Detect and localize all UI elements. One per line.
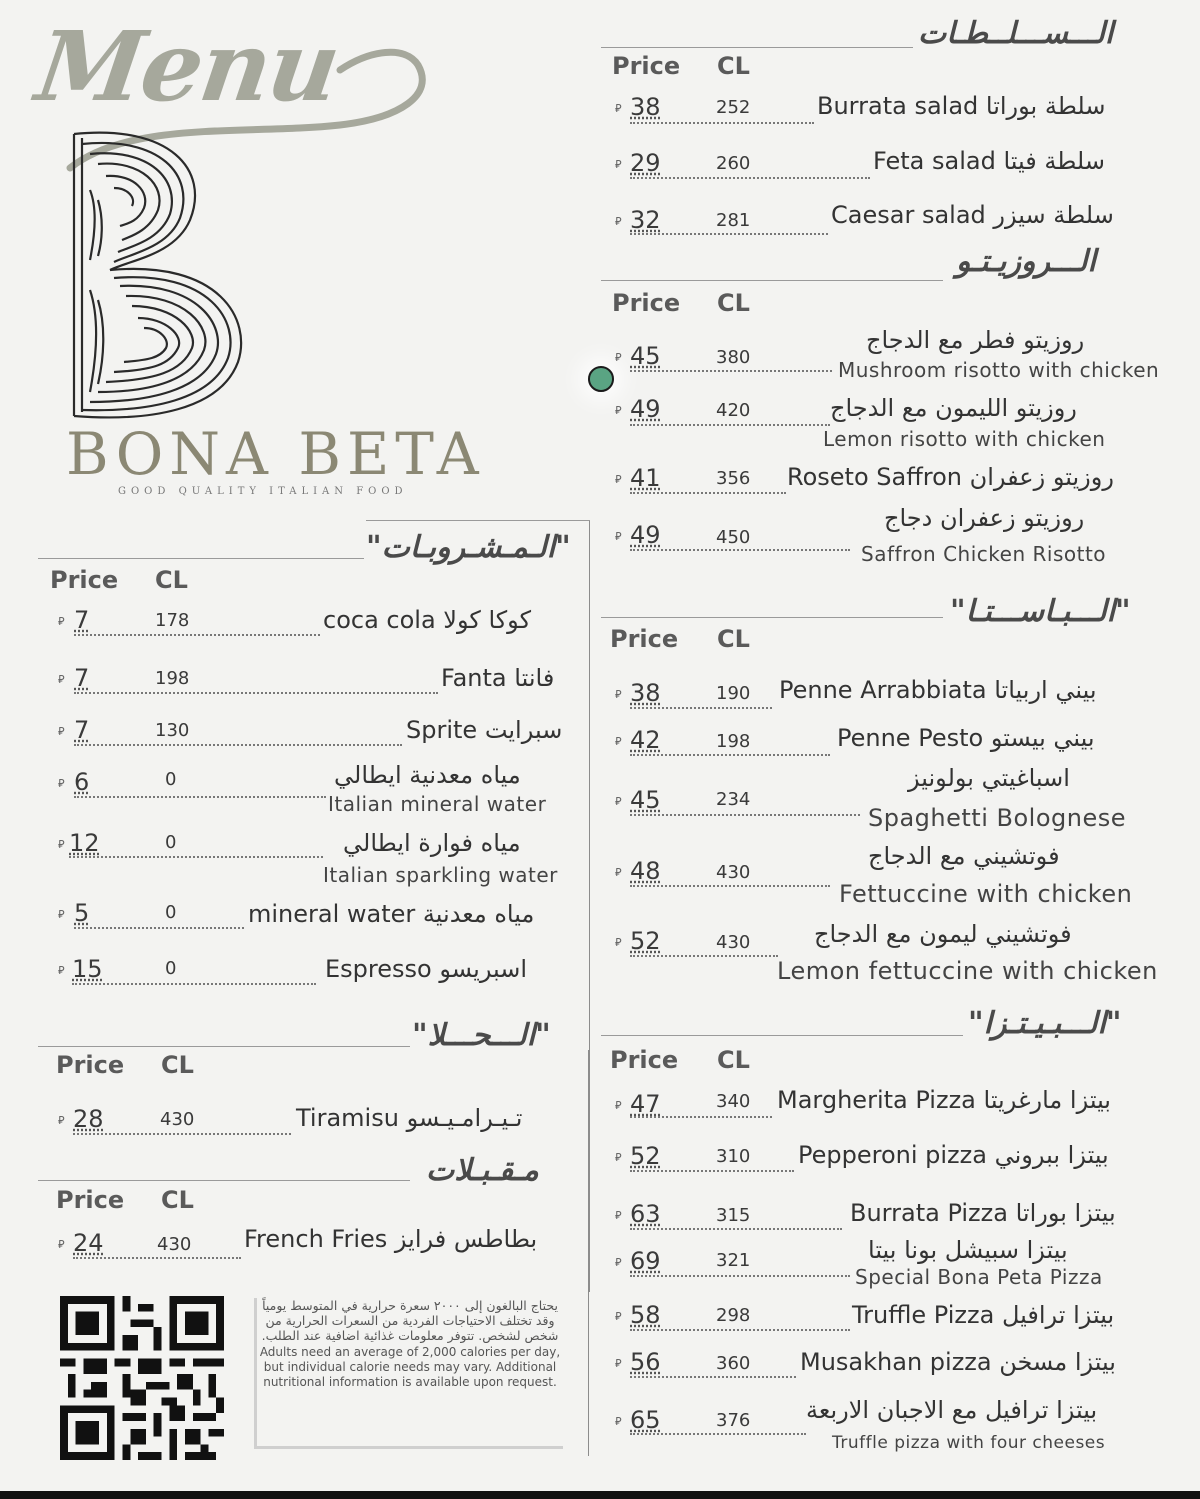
- leader-dots: [630, 424, 830, 426]
- leader-dots: [630, 707, 772, 709]
- pasta-price-header: Price: [610, 625, 679, 653]
- pizza-cl-header: CL: [717, 1046, 750, 1074]
- leader-dots: [630, 233, 828, 235]
- currency-icon: ⃁: [615, 530, 622, 543]
- pizza-rule: [601, 1035, 963, 1036]
- item-price: 28: [73, 1105, 104, 1133]
- risotto-rule: [601, 280, 943, 281]
- currency-icon: ⃁: [615, 351, 622, 364]
- item-price: 38: [630, 93, 661, 121]
- leader-dots: [74, 692, 438, 694]
- drinks-rule-top: [366, 520, 590, 521]
- salads-cl-header: CL: [717, 52, 750, 80]
- item-name: French Fries بطاطس فرايز: [244, 1225, 538, 1253]
- item-price: 29: [630, 149, 661, 177]
- item-price: 45: [630, 342, 661, 370]
- currency-icon: ⃁: [58, 838, 65, 851]
- item-price: 42: [630, 726, 661, 754]
- qr-code-icon: [58, 1296, 226, 1460]
- currency-icon: ⃁: [615, 936, 622, 949]
- drinks-rule: [38, 558, 364, 559]
- leader-dots: [630, 1116, 772, 1118]
- item-subtitle: Mushroom risotto with chicken: [838, 358, 1160, 382]
- item-name: Truffle Pizza بيتزا ترافيل: [852, 1301, 1115, 1329]
- leader-dots: [630, 492, 786, 494]
- dessert-title: "الـــحـــلا": [412, 1018, 551, 1053]
- item-cl: 356: [716, 468, 751, 489]
- item-price: 7: [74, 716, 90, 744]
- item-price: 6: [74, 768, 90, 796]
- pizza-title: "الـــبـيـتـزا": [968, 1006, 1122, 1041]
- currency-icon: ⃁: [615, 473, 622, 486]
- item-price: 63: [630, 1200, 661, 1228]
- item-name: اسباغيتي بولونيز: [908, 764, 1070, 792]
- item-name: بيتزا سبيشل بونا بيتا: [868, 1236, 1068, 1264]
- currency-icon: ⃁: [58, 964, 65, 977]
- currency-icon: ⃁: [58, 673, 65, 686]
- leader-dots: [73, 1133, 291, 1135]
- leader-dots: [630, 177, 870, 179]
- currency-icon: ⃁: [615, 866, 622, 879]
- item-price: 52: [630, 927, 661, 955]
- item-name: Fanta فانتا: [441, 664, 555, 692]
- item-cl: 234: [716, 789, 751, 810]
- item-subtitle: Lemon fettuccine with chicken: [777, 957, 1158, 985]
- item-cl: 130: [155, 720, 190, 741]
- item-name: mineral water مياه معدنية: [248, 900, 535, 928]
- nutrition-note-arabic: يحتاج البالغون إلى ٢٠٠٠ سعرة حرارية في المتوسط يومياً وقد تختلف الاحتياجات الفردية من السعرات الحرارية من شخص لشخص. تتوفر معلومات غذائية اضافية عند الطلب.: [261, 1298, 559, 1343]
- item-cl: 360: [716, 1353, 751, 1374]
- item-name: بيتزا ترافيل مع الاجبان الاربعة: [806, 1396, 1098, 1424]
- leader-dots: [630, 1376, 796, 1378]
- item-cl: 450: [716, 527, 751, 548]
- item-name: Pepperoni pizza بيتزا ببروني: [798, 1141, 1109, 1169]
- risotto-cl-header: CL: [717, 289, 750, 317]
- currency-icon: ⃁: [58, 777, 65, 790]
- currency-icon: ⃁: [58, 1238, 65, 1251]
- item-name: coca cola كوكا كولا: [323, 606, 531, 634]
- item-cl: 260: [716, 153, 751, 174]
- item-name: Sprite سبرايت: [406, 716, 563, 744]
- item-cl: 190: [716, 683, 751, 704]
- item-name: مياه معدنية ايطالي: [334, 761, 521, 789]
- item-subtitle: Fettuccine with chicken: [839, 880, 1133, 908]
- brand-name: BONA BETA: [66, 420, 485, 488]
- leader-dots: [630, 370, 832, 372]
- pasta-cl-header: CL: [717, 625, 750, 653]
- item-subtitle: Italian mineral water: [328, 792, 547, 816]
- item-name: Espresso اسبريسو: [325, 955, 528, 983]
- leader-dots: [74, 744, 402, 746]
- item-price: 49: [630, 395, 661, 423]
- item-price: 58: [630, 1301, 661, 1329]
- item-subtitle: Saffron Chicken Risotto: [861, 542, 1107, 566]
- item-price: 65: [630, 1406, 661, 1434]
- item-price: 15: [72, 955, 103, 983]
- drinks-title: "الـمـشـروبـات": [366, 530, 571, 565]
- item-price: 24: [73, 1229, 104, 1257]
- item-cl: 321: [716, 1250, 751, 1271]
- item-cl: 430: [716, 862, 751, 883]
- item-name: Musakhan pizza بيتزا مسخن: [800, 1348, 1116, 1376]
- item-name: Penne Pesto بيني بيستو: [837, 724, 1095, 752]
- item-price: 47: [630, 1090, 661, 1118]
- leader-dots: [630, 814, 860, 816]
- item-price: 12: [69, 829, 100, 857]
- item-name: Caesar salad سلطة سيزر: [831, 201, 1114, 229]
- menu-title: Menu: [30, 10, 345, 123]
- fingerprint-b-icon: [70, 130, 250, 420]
- item-price: 52: [630, 1142, 661, 1170]
- leader-dots: [72, 983, 316, 985]
- drinks-cl-header: CL: [155, 566, 188, 594]
- item-cl: 430: [716, 932, 751, 953]
- currency-icon: ⃁: [58, 1114, 65, 1127]
- item-cl: 0: [165, 958, 177, 979]
- leader-dots: [630, 1228, 842, 1230]
- currency-icon: ⃁: [615, 1209, 622, 1222]
- cursor-dot-icon: [588, 366, 614, 392]
- item-cl: 252: [716, 97, 751, 118]
- column-divider-right: [588, 1050, 589, 1456]
- item-subtitle: Lemon risotto with chicken: [823, 427, 1106, 451]
- item-cl: 430: [157, 1234, 192, 1255]
- currency-icon: ⃁: [615, 215, 622, 228]
- item-price: 48: [630, 857, 661, 885]
- leader-dots: [74, 927, 244, 929]
- item-cl: 178: [155, 610, 190, 631]
- leader-dots: [630, 122, 814, 124]
- item-name: روزيتو زعفران دجاج: [884, 504, 1085, 532]
- currency-icon: ⃁: [615, 735, 622, 748]
- leader-dots: [630, 1433, 806, 1435]
- leader-dots: [630, 549, 850, 551]
- item-price: 5: [74, 899, 90, 927]
- item-cl: 0: [165, 902, 177, 923]
- item-name: Burrata Pizza بيتزا بوراتا: [850, 1199, 1116, 1227]
- currency-icon: ⃁: [615, 1357, 622, 1370]
- currency-icon: ⃁: [58, 725, 65, 738]
- item-cl: 0: [165, 832, 177, 853]
- item-price: 49: [630, 521, 661, 549]
- dessert-cl-header: CL: [161, 1051, 194, 1079]
- item-cl: 281: [716, 210, 751, 231]
- currency-icon: ⃁: [58, 615, 65, 628]
- salads-price-header: Price: [612, 52, 681, 80]
- item-name: Feta salad سلطة فيتا: [873, 147, 1105, 175]
- currency-icon: ⃁: [615, 1256, 622, 1269]
- leader-dots: [69, 856, 323, 858]
- pasta-title: "الـــبـاســـتـا": [950, 594, 1131, 629]
- item-name: Penne Arrabbiata بيني اربياتا: [779, 676, 1097, 704]
- appetizers-title: مـقـبـلات: [426, 1153, 539, 1188]
- item-price: 56: [630, 1348, 661, 1376]
- item-name: فوتشيني مع الدجاج: [868, 842, 1060, 870]
- leader-dots: [630, 754, 830, 756]
- dessert-price-header: Price: [56, 1051, 125, 1079]
- risotto-price-header: Price: [612, 289, 681, 317]
- leader-dots: [630, 885, 830, 887]
- currency-icon: ⃁: [615, 102, 622, 115]
- pizza-price-header: Price: [610, 1046, 679, 1074]
- item-name: Burrata salad سلطة بوراتا: [817, 92, 1106, 120]
- item-cl: 380: [716, 347, 751, 368]
- leader-dots: [74, 634, 320, 636]
- item-cl: 310: [716, 1146, 751, 1167]
- item-price: 45: [630, 786, 661, 814]
- item-name: روزيتو الليمون مع الدجاج: [830, 394, 1077, 422]
- dessert-rule: [38, 1046, 410, 1047]
- salads-rule: [601, 47, 913, 48]
- item-cl: 0: [165, 769, 177, 790]
- leader-dots: [73, 1257, 241, 1259]
- item-price: 7: [74, 664, 90, 692]
- leader-dots: [630, 1275, 850, 1277]
- column-divider: [589, 520, 590, 1292]
- item-price: 32: [630, 206, 661, 234]
- leader-dots: [630, 1329, 850, 1331]
- item-price: 7: [74, 606, 90, 634]
- nutrition-note: [254, 1298, 563, 1449]
- appetizers-rule: [38, 1180, 410, 1181]
- bottom-bar: [0, 1491, 1200, 1499]
- item-name: روزيتو فطر مع الدجاج: [866, 326, 1085, 354]
- item-name: Tiramisu تـيـرامـيـسو: [296, 1104, 523, 1132]
- risotto-title: الـــروزيـتـو: [956, 244, 1096, 279]
- currency-icon: ⃁: [615, 1099, 622, 1112]
- item-name: Roseto Saffron روزيتو زعفران: [787, 463, 1114, 491]
- currency-icon: ⃁: [615, 688, 622, 701]
- currency-icon: ⃁: [615, 795, 622, 808]
- item-subtitle: Spaghetti Bolognese: [868, 804, 1126, 832]
- item-price: 69: [630, 1247, 661, 1275]
- currency-icon: ⃁: [615, 158, 622, 171]
- salads-title: الـــســـلــطـات: [918, 16, 1114, 51]
- currency-icon: ⃁: [615, 1415, 622, 1428]
- item-subtitle: Italian sparkling water: [323, 863, 558, 887]
- item-subtitle: Truffle pizza with four cheeses: [832, 1433, 1106, 1453]
- item-cl: 430: [160, 1109, 195, 1130]
- item-name: مياه فوارة ايطالي: [343, 829, 521, 857]
- item-subtitle: Special Bona Peta Pizza: [855, 1265, 1103, 1289]
- leader-dots: [74, 796, 326, 798]
- item-name: Margherita Pizza بيتزا مارغريتا: [777, 1086, 1111, 1114]
- appetizers-cl-header: CL: [161, 1186, 194, 1214]
- leader-dots: [630, 1170, 794, 1172]
- item-price: 41: [630, 464, 661, 492]
- appetizers-price-header: Price: [56, 1186, 125, 1214]
- item-cl: 340: [716, 1091, 751, 1112]
- item-cl: 420: [716, 400, 751, 421]
- item-cl: 198: [155, 668, 190, 689]
- currency-icon: ⃁: [58, 908, 65, 921]
- currency-icon: ⃁: [615, 404, 622, 417]
- item-price: 38: [630, 679, 661, 707]
- item-cl: 376: [716, 1410, 751, 1431]
- pasta-rule: [601, 617, 943, 618]
- item-cl: 315: [716, 1205, 751, 1226]
- item-cl: 198: [716, 731, 751, 752]
- drinks-price-header: Price: [50, 566, 119, 594]
- item-name: فوتشيني ليمون مع الدجاج: [814, 920, 1072, 948]
- nutrition-note-english: Adults need an average of 2,000 calories per day, but individual calorie needs may vary. Additional nutritional information is available upon request.: [259, 1345, 561, 1389]
- item-cl: 298: [716, 1305, 751, 1326]
- currency-icon: ⃁: [615, 1151, 622, 1164]
- leader-dots: [630, 955, 778, 957]
- currency-icon: ⃁: [615, 1310, 622, 1323]
- brand-tagline: GOOD QUALITY ITALIAN FOOD: [118, 486, 408, 497]
